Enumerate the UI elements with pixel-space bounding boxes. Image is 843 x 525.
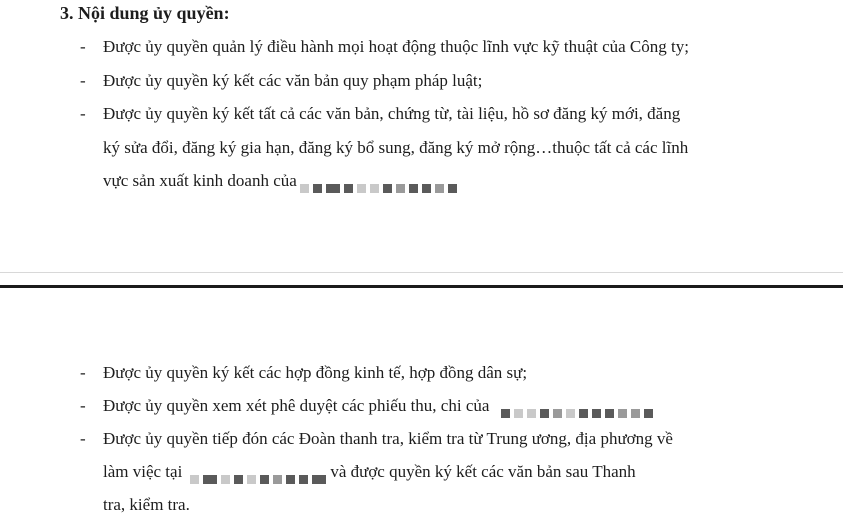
bullet-dash: - <box>80 396 86 415</box>
item-text-fragment: làm việc tại <box>103 462 183 481</box>
redacted-company-name <box>300 177 461 186</box>
item-text <box>103 395 657 417</box>
bullet-dash: - <box>80 104 86 123</box>
redacted-company-name <box>190 468 330 477</box>
item-text: Được ủy quyền tiếp đón các Đoàn thanh tra, kiểm tra từ Trung ương, địa phương về <box>103 429 673 448</box>
bullet-dash: - <box>80 429 86 448</box>
bullet-dash: - <box>80 37 86 56</box>
item-text-fragment: Được ủy quyền xem xét phê duyệt các phiếu thu, chi của <box>103 396 490 415</box>
item-text-continued <box>103 461 636 483</box>
item-text: Được ủy quyền ký kết các văn bản quy phạm pháp luật; <box>103 71 483 90</box>
item-text: Được ủy quyền ký kết tất cả các văn bản, chứng từ, tài liệu, hồ sơ đăng ký mới, đăng <box>103 104 681 123</box>
section-heading: 3. Nội dung ủy quyền: <box>60 3 230 23</box>
bullet-dash: - <box>80 363 86 382</box>
redacted-company-name <box>501 402 657 411</box>
page-break-divider <box>0 285 843 288</box>
bullet-dash: - <box>80 71 86 90</box>
page-edge <box>0 272 843 273</box>
item-text: Được ủy quyền ký kết các hợp đồng kinh tế, hợp đồng dân sự; <box>103 363 528 382</box>
item-text-fragment: và được quyền ký kết các văn bản sau Thanh <box>330 462 636 481</box>
item-text-continued: tra, kiểm tra. <box>103 495 190 514</box>
item-text-fragment: vực sản xuất kinh doanh của <box>103 171 297 190</box>
item-text-continued <box>103 170 461 192</box>
item-text-continued: ký sửa đổi, đăng ký gia hạn, đăng ký bổ sung, đăng ký mở rộng…thuộc tất cả các lĩnh <box>103 138 689 157</box>
item-text: Được ủy quyền quản lý điều hành mọi hoạt động thuộc lĩnh vực kỹ thuật của Công ty; <box>103 37 689 56</box>
